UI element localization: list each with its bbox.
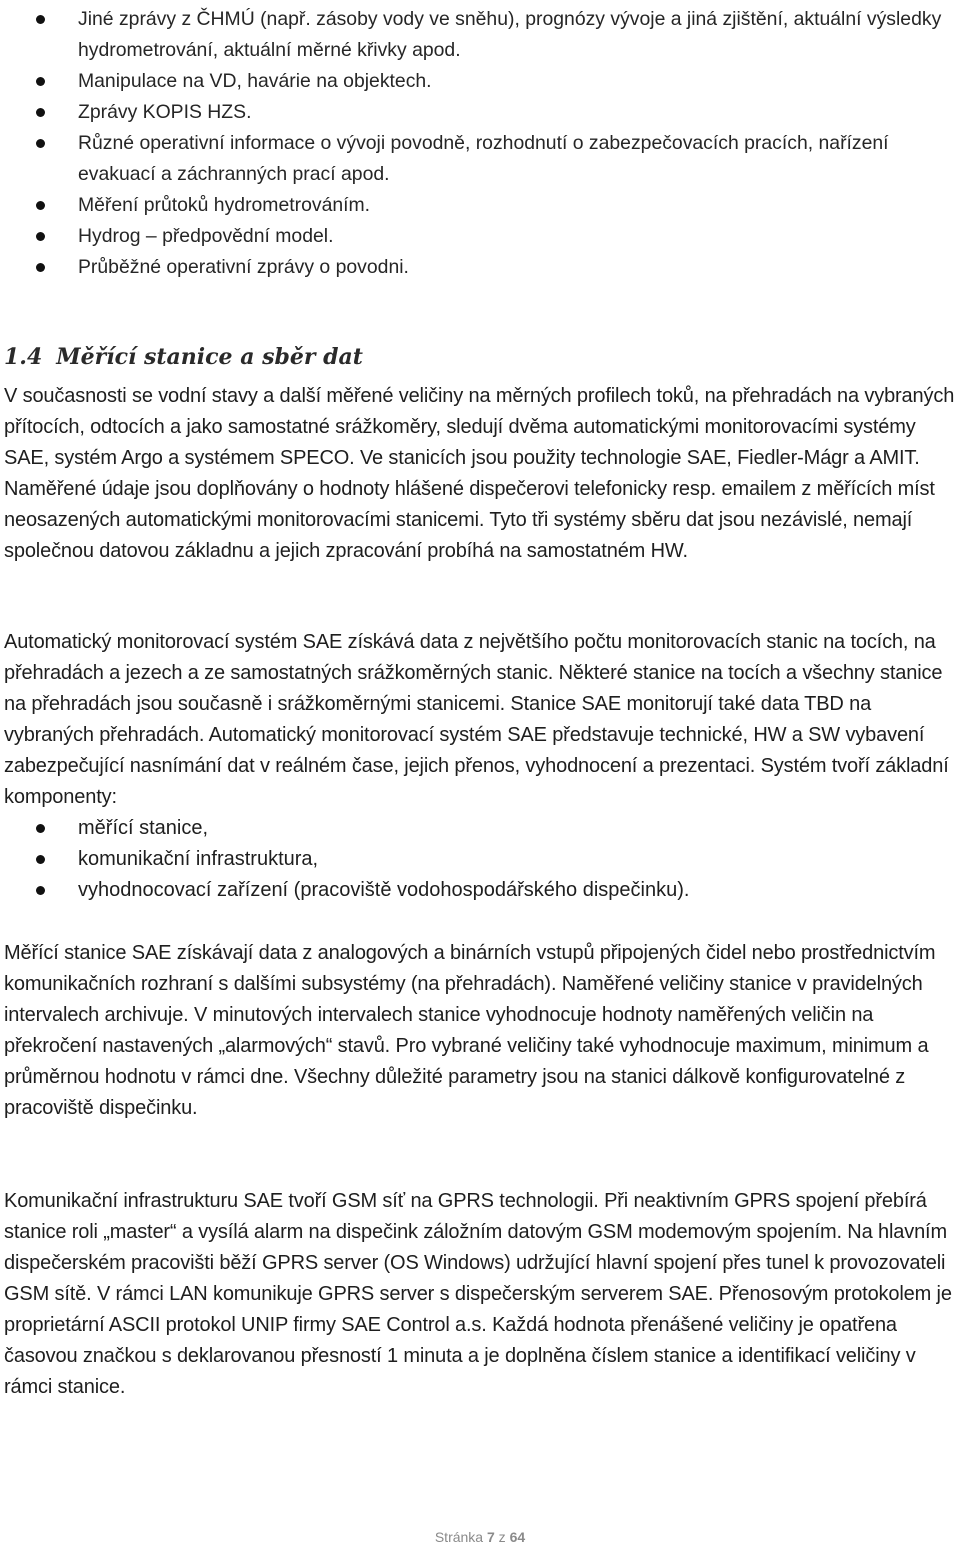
list-item (0, 844, 960, 875)
bullet-icon (36, 15, 45, 24)
paragraph-sae-system: Automatický monitorovací systém SAE získává data z největšího počtu monitorovacích stanic na tocích, na přehradách a jezech a ze samostatných srážkoměrných stanic. Některé stanice na tocích a všechny stanice na přehradách jsou současně i srážkoměrnými stanicemi. Stanice SAE monitorují také data TBD na vybraných přehradách. Automatický monitorovací systém SAE představuje technické, HW a SW vybavení zabezpečující nasnímání dat v reálném čase, jejich přenos, vyhodnocení a prezentaci. Systém tvoří základní komponenty: (4, 631, 949, 808)
list-item (0, 813, 960, 844)
list-item (0, 190, 960, 221)
paragraph-current-systems: V současnosti se vodní stavy a další měřené veličiny na měrných profilech toků, na přehradách na vybraných přítocích, odtocích a jako samostatné srážkoměry, sledují dvěma automatickými monitorovacími systémy SAE, systém Argo a systémem SPECO. Ve stanicích jsou použity technologie SAE, Fiedler-Mágr a AMIT. Naměřené údaje jsou doplňovány o hodnoty hlášené dispečerovi telefonicky resp. emailem z měřících míst neosazených automatickými monitorovacími stanicemi. Tyto tři systémy sběru dat jsou nezávislé, nemají společnou datovou základnu a jejich zpracování probíhá na samostatném HW. (4, 385, 955, 562)
list-item (0, 875, 960, 906)
components-list (0, 813, 960, 906)
list-item (0, 4, 960, 66)
bullet-icon (36, 232, 45, 241)
list-item-text: měřící stanice, (78, 817, 209, 839)
bullet-icon (36, 824, 45, 833)
list-item-text: Manipulace na VD, havárie na objektech. (78, 70, 432, 92)
list-item (0, 221, 960, 252)
footer-prefix: Stránka (434, 1529, 484, 1545)
bullet-icon (36, 886, 45, 895)
paragraph-measuring-stations: Měřící stanice SAE získávají data z analogových a binárních vstupů připojených čidel nebo prostřednictvím komunikačních rozhraní s dalšími subsystémy (na přehradách). Naměřené veličiny stanice v pravidelných intervalech archivuje. V minutových intervalech stanice vyhodnocuje hodnoty naměřených veličin na překročení nastavených „alarmových“ stavů. Pro vybrané veličiny také vyhodnocuje maximum, minimum a průměrnou hodnotu v rámci dne. Všechny důležité parametry jsou na stanici dálkově konfigurovatelné z pracoviště dispečinku. (4, 942, 936, 1119)
list-item-text: Různé operativní informace o vývoji povodně, rozhodnutí o zabezpečovacích pracích, nařízení evakuací a záchranných prací apod. (78, 132, 889, 185)
bullet-icon (36, 108, 45, 117)
list-item (0, 97, 960, 128)
section-title: Měřící stanice a sběr dat (56, 344, 363, 370)
footer-page-total: 64 (509, 1529, 526, 1545)
report-sources-list (0, 4, 960, 283)
bullet-icon (36, 139, 45, 148)
bullet-icon (36, 855, 45, 864)
section-number: 1.4 (4, 344, 43, 370)
list-item (0, 128, 960, 190)
bullet-icon (36, 201, 45, 210)
list-item-text: Zprávy KOPIS HZS. (78, 101, 252, 123)
page-footer (0, 1528, 960, 1546)
bullet-icon (36, 77, 45, 86)
list-item (0, 66, 960, 97)
list-item-text: Průběžné operativní zprávy o povodni. (78, 256, 409, 278)
bullet-icon (36, 263, 45, 272)
section-heading (4, 340, 363, 374)
list-item-text: Hydrog – předpovědní model. (78, 225, 334, 247)
paragraph-communication-infrastructure: Komunikační infrastrukturu SAE tvoří GSM síť na GPRS technologii. Při neaktivním GPRS spojení přebírá stanice roli „master“ a vysílá alarm na dispečink záložním datovým GSM modemovým spojením. Na hlavním dispečerském pracovišti běží GPRS server (OS Windows) udržující hlavní spojení přes tunel k provozovateli GSM sítě. V rámci LAN komunikuje GPRS server s dispečerským serverem SAE. Přenosovým protokolem je proprietární ASCII protokol UNIP firmy SAE Control a.s. Každá hodnota přenášené veličiny je opatřena časovou značkou s deklarovanou přesností 1 minuta a je doplněna číslem stanice a identifikací veličiny v rámci stanice. (4, 1190, 952, 1398)
list-item (0, 252, 960, 283)
footer-of: z (498, 1529, 506, 1545)
list-item-text: Jiné zprávy z ČHMÚ (např. zásoby vody ve sněhu), prognózy vývoje a jiná zjištění, aktuální výsledky hydrometrování, aktuální měrné křivky apod. (78, 8, 942, 61)
list-item-text: vyhodnocovací zařízení (pracoviště vodohospodářského dispečinku). (78, 879, 690, 901)
footer-page-number: 7 (486, 1529, 495, 1545)
list-item-text: komunikační infrastruktura, (78, 848, 319, 870)
list-item-text: Měření průtoků hydrometrováním. (78, 194, 371, 216)
